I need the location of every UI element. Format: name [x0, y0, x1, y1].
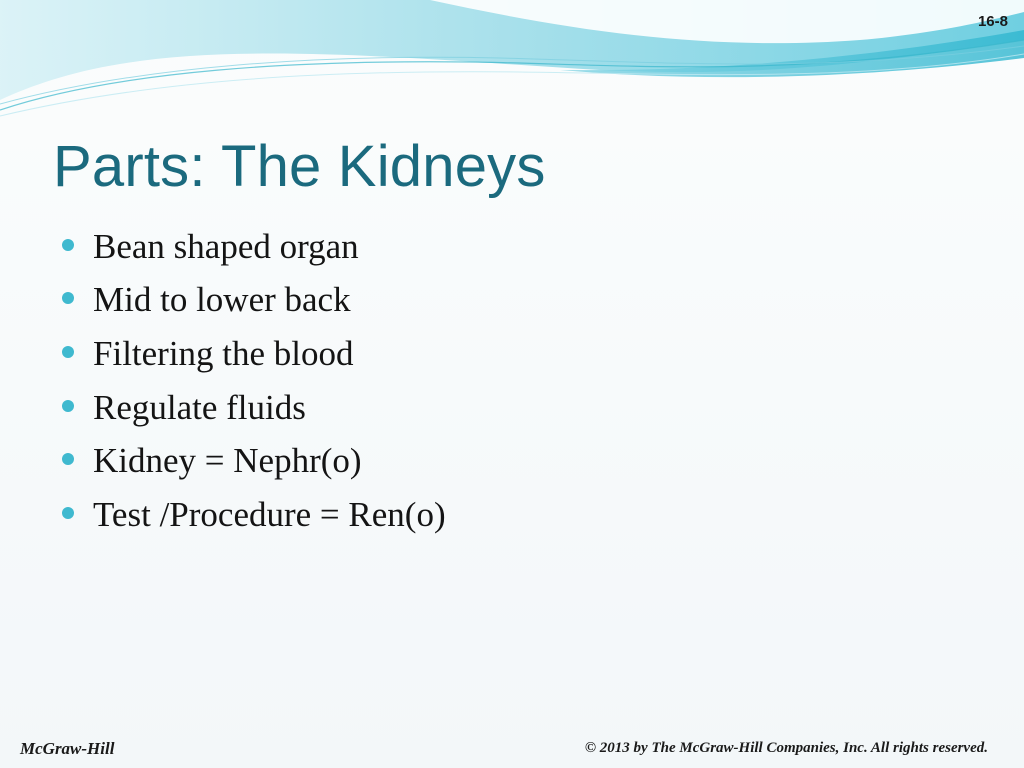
footer-copyright: © 2013 by The McGraw-Hill Companies, Inc. All rights reserved.: [584, 740, 988, 756]
bullet-dot-icon: [62, 239, 74, 251]
bullet-item: [62, 381, 446, 435]
bullet-text: Filtering the blood: [93, 333, 354, 373]
bullet-dot-icon: [62, 453, 74, 465]
bullet-item: [62, 274, 446, 328]
bullet-item: [62, 220, 446, 274]
slide-title: Parts: The Kidneys: [53, 134, 546, 199]
bullet-text: Test /Procedure = Ren(o): [93, 494, 446, 534]
bullet-item: [62, 327, 446, 381]
bullet-item: [62, 488, 446, 542]
bullet-text: Regulate fluids: [93, 387, 306, 427]
bullet-text: Kidney = Nephr(o): [93, 441, 362, 481]
slide-number: 16-8: [977, 13, 1008, 30]
bullet-text: Bean shaped organ: [93, 226, 359, 266]
bullet-text: Mid to lower back: [93, 280, 351, 320]
bullet-dot-icon: [62, 346, 74, 358]
bullet-dot-icon: [62, 292, 74, 304]
bullet-item: [62, 434, 446, 488]
footer-publisher: McGraw-Hill: [20, 739, 115, 758]
bullet-list: [62, 220, 446, 542]
bullet-dot-icon: [62, 400, 74, 412]
bullet-dot-icon: [62, 507, 74, 519]
header-wave-decoration: [0, 0, 1024, 120]
